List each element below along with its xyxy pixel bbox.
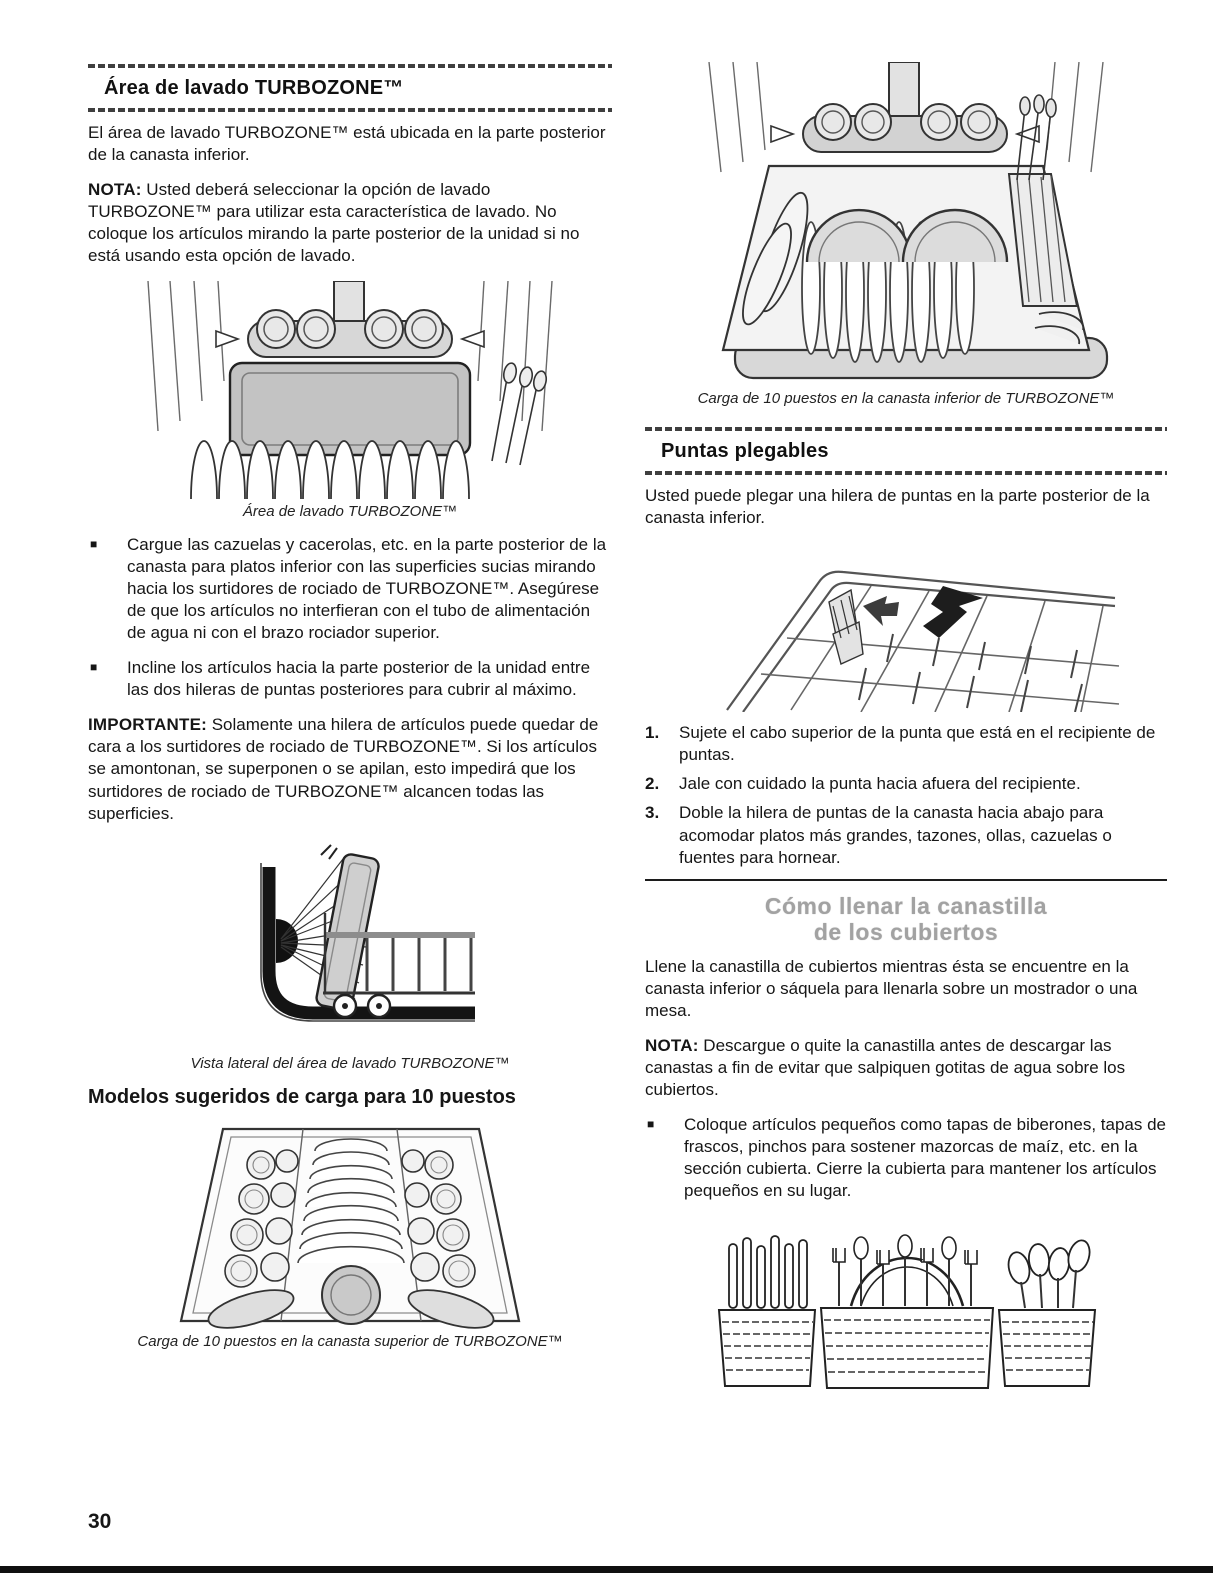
- upper-rack-loaded-illustration: [169, 1117, 531, 1329]
- heading-puntas-plegables: Puntas plegables: [661, 440, 829, 462]
- silverware-basket-figure: [645, 1216, 1167, 1394]
- footer-bar: [0, 1566, 1213, 1573]
- dashed-rule: [88, 108, 612, 112]
- right-column: [645, 62, 1167, 1394]
- nota-label: NOTA:: [645, 1035, 699, 1055]
- lower-rack-loaded-illustration: [691, 62, 1121, 382]
- step-number: 2.: [645, 774, 660, 794]
- figure-caption-lower-rack: Carga de 10 puestos en la canasta inferior de TURBOZONE™: [697, 390, 1115, 407]
- paragraph-puntas-intro: Usted puede plegar una hilera de puntas en la parte posterior de la canasta inferior.: [645, 486, 1150, 528]
- step-number: 3.: [645, 803, 660, 823]
- paragraph-intro: El área de lavado TURBOZONE™ está ubicada en la parte posterior de la canasta inferior.: [88, 123, 606, 165]
- step-number: 1.: [645, 723, 660, 743]
- importante-label: IMPORTANTE:: [88, 715, 207, 735]
- figure-caption-side-view: Vista lateral del área de lavado TURBOZONE™: [190, 1054, 510, 1072]
- heading-como-llenar-canastilla: Cómo llenar la canastilla de los cubiertos: [764, 892, 1048, 946]
- heading-area-de-lavado: Área de lavado TURBOZONE™: [104, 77, 404, 99]
- turbozone-area-figure: [88, 281, 612, 499]
- side-view-illustration: [225, 843, 475, 1039]
- fold-tines-figure: [645, 542, 1167, 712]
- nota-label: NOTA:: [88, 180, 142, 200]
- paragraph-importante: IMPORTANTE: Solamente una hilera de artículos puede quedar de cara a los surtidores de rociado de TURBOZONE™. Si los artículos se amontonan, se superponen o se apilan, esto impedirá que los surtidores de rociado de TURBOZONE™ alcancen todas las superficies.: [88, 715, 599, 823]
- silverware-basket-illustration: [701, 1216, 1111, 1394]
- paragraph-canastilla-nota: NOTA: Descargue o quite la canastilla antes de descargar las canastas a fin de evitar que salpiquen gotitas de agua sobre los cubiertos.: [645, 1035, 1126, 1100]
- figure-caption-area: Área de lavado TURBOZONE™: [242, 502, 458, 520]
- dashed-rule: [645, 471, 1167, 475]
- left-column: [88, 64, 612, 1364]
- step-item-3: 3. Doble la hilera de puntas de la canasta hacia abajo para acomodar platos más grandes, tazones, ollas, cazuelas o fuentes para hornear.: [645, 802, 1167, 868]
- figure-caption-upper-rack: Carga de 10 puestos en la canasta superior de TURBOZONE™: [137, 1332, 563, 1350]
- turbozone-area-illustration: [130, 281, 570, 499]
- page-number: 30: [88, 1510, 112, 1533]
- paragraph-nota: NOTA: Usted deberá seleccionar la opción de lavado TURBOZONE™ para utilizar esta característica de lavado. No coloque los artículos mirando la parte posterior de la unidad si no está usando esta opción de lavado.: [88, 180, 580, 266]
- bullet-item-incline: ■ Incline los artículos hacia la parte posterior de la unidad entre las dos hileras de puntas posteriores para cubrir al máximo.: [88, 657, 612, 701]
- heading-modelos-sugeridos: Modelos sugeridos de carga para 10 puestos: [88, 1085, 516, 1108]
- lower-rack-loaded-figure: [645, 62, 1167, 382]
- bullet-item-coloque: ■ Coloque artículos pequeños como tapas de biberones, tapas de frascos, pinchos para sostener mazorcas de maíz, etc. en la sección cubierta. Cierre la cubierta para mantener los artículos pequeños en su lugar.: [645, 1114, 1167, 1202]
- fold-tines-illustration: [691, 542, 1121, 712]
- bullet-item-cargue: ■ Cargue las cazuelas y cacerolas, etc. en la parte posterior de la canasta para platos inferior con las superficies sucias mirando hacia los surtidores de rociado de TURBOZONE™. Asegúrese de que los artículos no interfieran con el tubo de alimentación de agua ni con el brazo rociador superior.: [88, 534, 612, 644]
- section-heading-turbozone: [88, 64, 612, 112]
- upper-rack-loaded-figure: [88, 1117, 612, 1329]
- bullet-square-icon: ■: [647, 1117, 655, 1132]
- paragraph-canastilla-intro: Llene la canastilla de cubiertos mientras ésta se encuentre en la canasta inferior o sáquela para llenarla sobre un mostrador o una mesa.: [645, 956, 1138, 1020]
- side-view-figure: [88, 843, 612, 1039]
- section-divider: [645, 879, 1167, 881]
- section-heading-puntas: [645, 427, 1167, 475]
- step-item-2: 2. Jale con cuidado la punta hacia afuera del recipiente.: [645, 773, 1167, 795]
- step-item-1: 1. Sujete el cabo superior de la punta que está en el recipiente de puntas.: [645, 722, 1167, 766]
- bullet-square-icon: ■: [90, 660, 98, 675]
- bullet-square-icon: ■: [90, 536, 98, 551]
